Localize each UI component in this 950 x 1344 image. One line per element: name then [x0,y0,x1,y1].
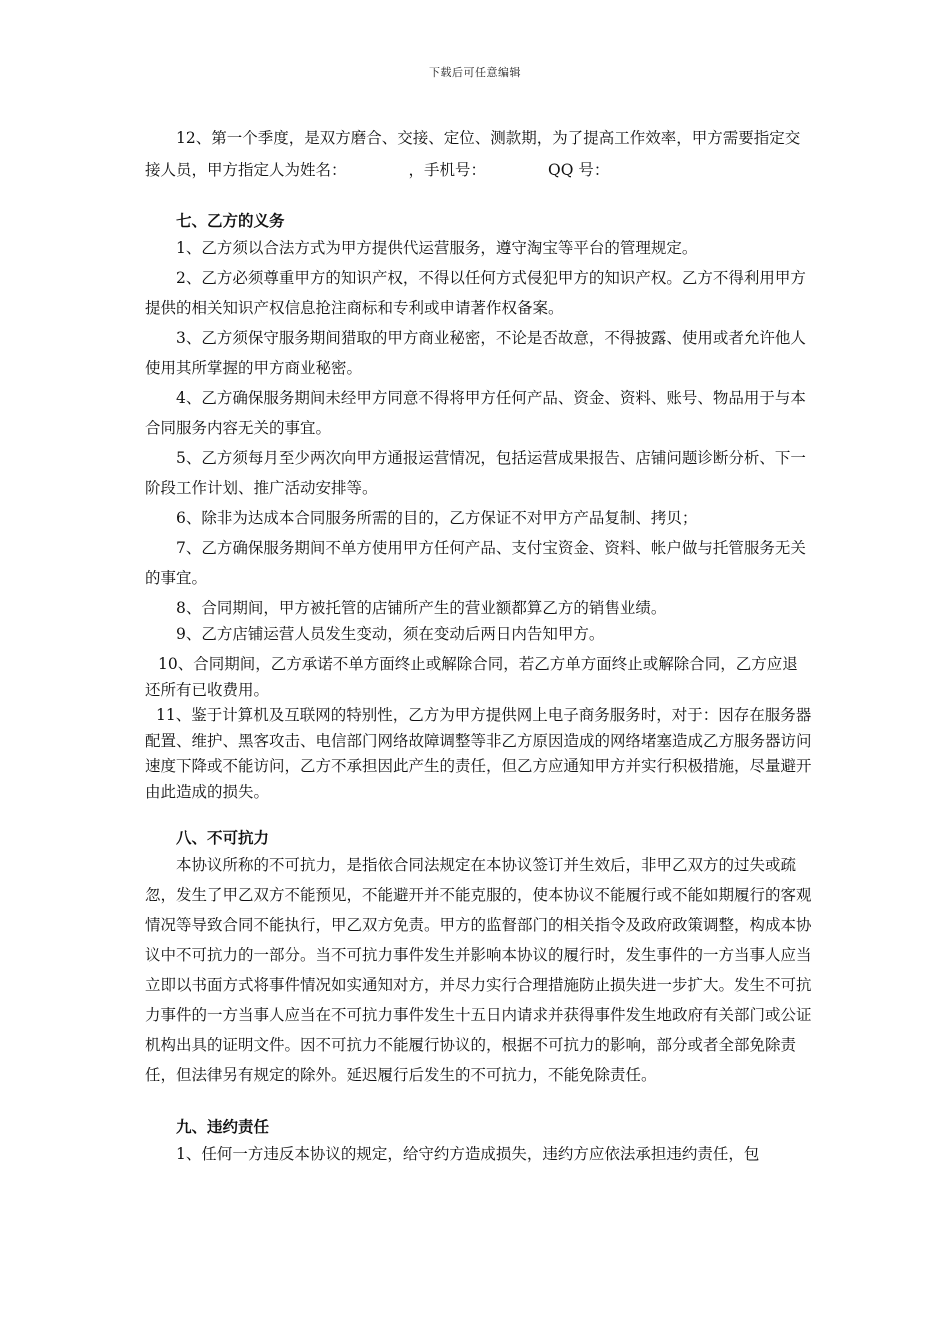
section-7-item: 5、乙方须每月至少两次向甲方通报运营情况，包括运营成果报告、店铺问题诊断分析、下一阶段工作计划、推广活动安排等。 [145,449,806,497]
section-7-item: 1、乙方须以合法方式为甲方提供代运营服务，遵守淘宝等平台的管理规定。 [176,239,698,257]
section-7-item: 6、除非为达成本合同服务所需的目的，乙方保证不对甲方产品复制、拷贝； [176,509,698,527]
section-7-item: 2、乙方必须尊重甲方的知识产权，不得以任何方式侵犯甲方的知识产权。乙方不得利用甲方提供的相关知识产权信息抢注商标和专利或申请著作权备案。 [145,269,806,317]
section-7-item: 11、鉴于计算机及互联网的特别性，乙方为甲方提供网上电子商务服务时，对于：因存在服务器配置、维护、黑客攻击、电信部门网络故障调整等非乙方原因造成的网络堵塞造成乙方服务器访问速度下降或不能访问，乙方不承担因此产生的责任，但乙方应通知甲方并实行积极措施，尽量避开由此造成的损失。 [145,706,812,801]
section-7-heading: 七、乙方的义务 [176,211,285,230]
clause-12-text: 12、第一个季度，是双方磨合、交接、定位、测款期，为了提高工作效率，甲方需要指定交接人员，甲方指定人为姓名： [145,129,801,179]
section-7-item: 10、合同期间，乙方承诺不单方面终止或解除合同，若乙方单方面终止或解除合同，乙方应退还所有已收费用。 [145,655,798,699]
document-body [145,122,813,1169]
section-7-item: 8、合同期间，甲方被托管的店铺所产生的营业额都算乙方的销售业绩。 [176,599,667,617]
phone-label: ，手机号： [408,161,487,179]
clause-12 [145,122,813,186]
section-7-item: 4、乙方确保服务期间未经甲方同意不得将甲方任何产品、资金、资料、账号、物品用于与本合同服务内容无关的事宜。 [145,389,806,437]
section-7-item: 3、乙方须保守服务期间猎取的甲方商业秘密，不论是否故意，不得披露、使用或者允许他人使用其所掌握的甲方商业秘密。 [145,329,806,377]
section-8-body: 本协议所称的不可抗力，是指依合同法规定在本协议签订并生效后，非甲乙双方的过失或疏忽，发生了甲乙双方不能预见，不能避开并不能克服的，使本协议不能履行或不能如期履行的客观情况等导致合同不能执行，甲乙双方免责。甲方的监督部门的相关指令及政府政策调整，构成本协议中不可抗力的一部分。当不可抗力事件发生并影响本协议的履行时，发生事件的一方当事人应当立即以书面方式将事件情况如实通知对方，并尽力实行合理措施防止损失进一步扩大。发生不可抗力事件的一方当事人应当在不可抗力事件发生十五日内请求并获得事件发生地政府有关部门或公证机构出具的证明文件。因不可抗力不能履行协议的，根据不可抗力的影响，部分或者全部免除责任，但法律另有规定的除外。延迟履行后发生的不可抗力，不能免除责任。 [145,856,812,1084]
section-7-item: 7、乙方确保服务期间不单方使用甲方任何产品、支付宝资金、资料、帐户做与托管服务无关的事宜。 [145,539,806,587]
section-9-heading: 九、违约责任 [176,1117,270,1136]
section-7-item: 9、乙方店铺运营人员发生变动，须在变动后两日内告知甲方。 [176,624,605,643]
section-9-item: 1、任何一方违反本协议的规定，给守约方造成损失，违约方应依法承担违约责任，包 [176,1145,760,1163]
section-8-heading: 八、不可抗力 [176,828,270,847]
page-header: 下载后可任意编辑 [429,66,521,79]
qq-label: QQ 号： [548,161,610,179]
